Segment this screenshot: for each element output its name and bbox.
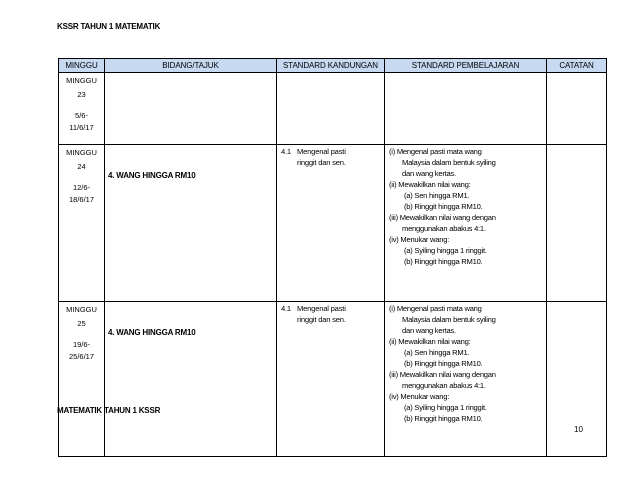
catatan-cell	[547, 145, 607, 302]
sp-line: (b) Ringgit hingga RM10.	[404, 202, 483, 211]
sp-line: menggunakan abakus 4:1.	[402, 381, 486, 390]
col-header-catatan: CATATAN	[547, 59, 607, 73]
minggu-label: MINGGU	[66, 148, 97, 157]
sp-line: (iv) Menukar wang:	[389, 392, 450, 401]
standard-pembelajaran-cell	[385, 73, 547, 145]
date-end: 18/6/17	[68, 195, 95, 204]
sp-line: (ii) Mewakilkan nilai wang:	[389, 180, 471, 189]
sp-line: dan wang kertas.	[402, 169, 456, 178]
date-start: 5/6-	[75, 111, 88, 120]
sk-text-line: Mengenal pasti	[297, 147, 346, 156]
minggu-cell	[59, 145, 105, 302]
sp-line: (ii) Mewakilkan nilai wang:	[389, 337, 471, 346]
document-header: KSSR TAHUN 1 MATEMATIK	[57, 22, 161, 31]
sp-line: (iv) Menukar wang:	[389, 235, 450, 244]
date-end: 25/6/17	[68, 352, 95, 361]
minggu-label: MINGGU	[66, 76, 97, 85]
sp-line: (b) Ringgit hingga RM10.	[404, 359, 483, 368]
col-header-standard-pembelajaran: STANDARD PEMBELAJARAN	[385, 59, 547, 73]
catatan-cell	[547, 73, 607, 145]
sp-line: (iii) Mewakilkan nilai wang dengan	[389, 370, 496, 379]
sp-line: (b) Ringgit hingga RM10.	[404, 414, 483, 423]
page-number: 10	[574, 425, 583, 434]
standard-pembelajaran-cell	[385, 302, 547, 457]
sp-line: menggunakan abakus 4:1.	[402, 224, 486, 233]
minggu-number: 25	[77, 319, 86, 328]
sp-line: (i) Mengenal pasti mata wang	[389, 304, 482, 313]
sk-text-line: Mengenal pasti	[297, 304, 346, 313]
sp-line: (i) Mengenal pasti mata wang	[389, 147, 482, 156]
minggu-number: 24	[77, 162, 86, 171]
col-header-minggu: MINGGU	[59, 59, 105, 73]
sp-line: (b) Ringgit hingga RM10.	[404, 257, 483, 266]
sp-line: (a) Syiling hingga 1 ringgit.	[404, 246, 487, 255]
sk-number: 4.1	[281, 304, 291, 313]
standard-kandungan-cell	[277, 73, 385, 145]
table-header-row	[59, 59, 607, 73]
minggu-cell	[59, 73, 105, 145]
table-row	[59, 302, 607, 457]
bidang-cell: 4. WANG HINGGA RM10	[105, 145, 277, 302]
date-end: 11/6/17	[69, 123, 94, 132]
minggu-label: MINGGU	[66, 305, 97, 314]
bidang-cell	[105, 73, 277, 145]
sp-line: (a) Syiling hingga 1 ringgit.	[404, 403, 487, 412]
sp-line: dan wang kertas.	[402, 326, 456, 335]
standard-kandungan-cell	[277, 302, 385, 457]
sk-text-line: ringgit dan sen.	[297, 315, 346, 324]
col-header-bidang: BIDANG/TAJUK	[105, 59, 277, 73]
sk-number: 4.1	[281, 147, 291, 156]
sp-line: (a) Sen hingga RM1.	[404, 191, 470, 200]
sp-line: (a) Sen hingga RM1.	[404, 348, 470, 357]
sp-line: Malaysia dalam bentuk syiling	[402, 158, 496, 167]
date-start: 19/6-	[72, 340, 91, 349]
standard-kandungan-cell	[277, 145, 385, 302]
table-row	[59, 145, 607, 302]
standard-pembelajaran-cell	[385, 145, 547, 302]
table-row	[59, 73, 607, 145]
col-header-standard-kandungan: STANDARD KANDUNGAN	[277, 59, 385, 73]
sk-text-line: ringgit dan sen.	[297, 158, 346, 167]
sp-line: (iii) Mewakilkan nilai wang dengan	[389, 213, 496, 222]
minggu-number: 23	[77, 90, 86, 99]
minggu-cell	[59, 302, 105, 457]
document-footer: MATEMATIK TAHUN 1 KSSR	[57, 406, 161, 415]
sp-line: Malaysia dalam bentuk syiling	[402, 315, 496, 324]
date-start: 12/6-	[72, 183, 91, 192]
bidang-cell: 4. WANG HINGGA RM10	[105, 302, 277, 457]
lesson-plan-table	[58, 58, 607, 457]
